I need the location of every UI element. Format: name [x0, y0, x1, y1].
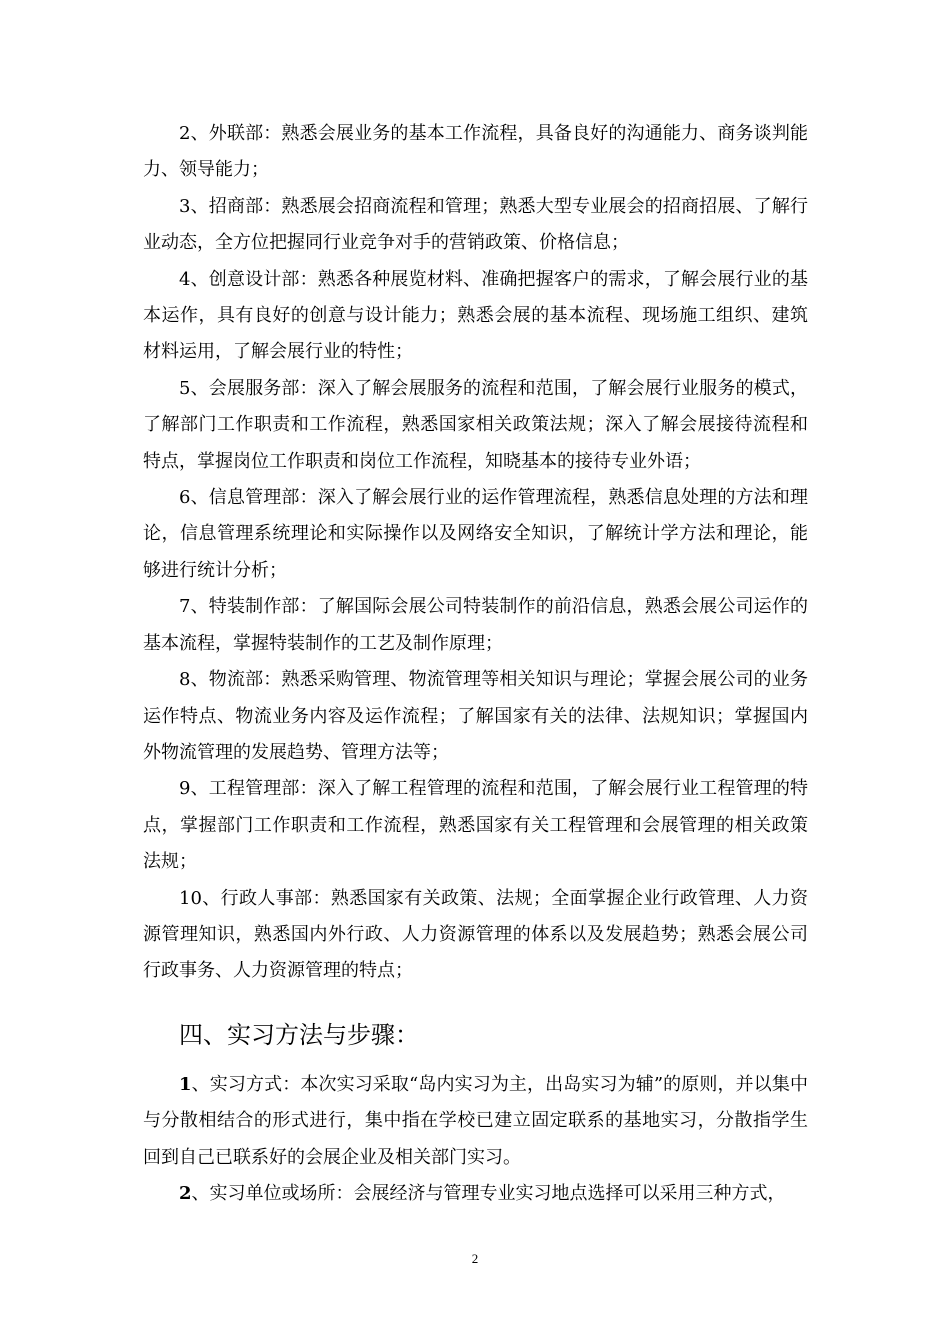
page-number: 2	[471, 1251, 479, 1266]
paragraph-xinxi-guanli: 6、信息管理部：深入了解会展行业的运作管理流程，熟悉信息处理的方法和理论，信息管理系统理论和实际操作以及网络安全知识，了解统计学方法和理论，能够进行统计分析；	[143, 487, 808, 581]
method-item-1-text: 、实习方式：本次实习采取“岛内实习为主，出岛实习为辅”的原则，并以集中与分散相结合的形式进行，集中指在学校已建立固定联系的基地实习，分散指学生回到自己已联系好的会展企业及相关部门实习。	[143, 1073, 808, 1168]
paragraph-xingzheng: 10、行政人事部：熟悉国家有关政策、法规；全面掌握企业行政管理、人力资源管理知识，熟悉国内外行政、人力资源管理的体系以及发展趋势；熟悉会展公司行政事务、人力资源管理的特点；	[143, 887, 808, 982]
paragraph-huizhan-fuwu: 5、会展服务部：深入了解会展服务的流程和范围，了解会展行业服务的模式，了解部门工作职责和工作流程，熟悉国家相关政策法规；深入了解会展接待流程和特点，掌握岗位工作职责和岗位工作流程，知晓基本的接待专业外语；	[143, 377, 808, 472]
method-item-2	[143, 1176, 808, 1212]
paragraph-zhaoshang: 3、招商部：熟悉展会招商流程和管理；熟悉大型专业展会的招商招展、了解行业动态，全方位把握同行业竞争对手的营销政策、价格信息；	[143, 195, 808, 254]
section-heading: 四、实习方法与步骤：	[179, 1020, 419, 1049]
method-item-2-text: 、实习单位或场所：会展经济与管理专业实习地点选择可以采用三种方式，	[191, 1182, 786, 1204]
paragraph-gongcheng: 9、工程管理部：深入了解工程管理的流程和范围，了解会展行业工程管理的特点，掌握部门工作职责和工作流程，熟悉国家有关工程管理和会展管理的相关政策法规；	[143, 778, 808, 873]
paragraph-wuliu: 8、物流部：熟悉采购管理、物流管理等相关知识与理论；掌握会展公司的业务运作特点、物流业务内容及运作流程；了解国家有关的法律、法规知识；掌握国内外物流管理的发展趋势、管理方法等；	[143, 669, 808, 763]
paragraph-tezhuang: 7、特装制作部：了解国际会展公司特装制作的前沿信息，熟悉会展公司运作的基本流程，掌握特装制作的工艺及制作原理；	[143, 596, 808, 654]
method-item-1	[143, 1067, 808, 1176]
page-content	[143, 116, 808, 1212]
paragraph-waolian: 2、外联部：熟悉会展业务的基本工作流程，具备良好的沟通能力、商务谈判能力、领导能力；	[143, 123, 808, 181]
method-item-1-number: 1	[179, 1073, 192, 1095]
paragraph-chuangyi: 4、创意设计部：熟悉各种展览材料、准确把握客户的需求，了解会展行业的基本运作，具有良好的创意与设计能力；熟悉会展的基本流程、现场施工组织、建筑材料运用，了解会展行业的特性；	[143, 268, 808, 363]
method-item-2-number: 2	[179, 1182, 192, 1204]
